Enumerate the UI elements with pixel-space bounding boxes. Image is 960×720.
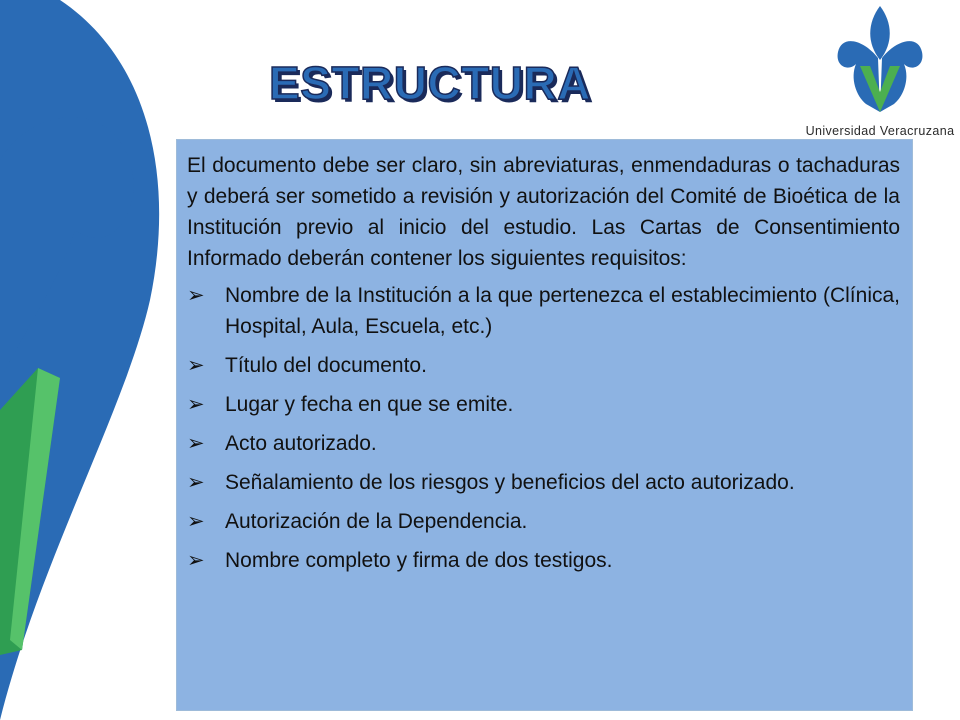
slide-title: ESTRUCTURA [269,57,591,109]
arrow-bullet-icon: ➢ [187,393,205,416]
list-item [187,280,900,342]
list-item-text: Acto autorizado. [225,432,377,455]
list-item-text: Nombre completo y firma de dos testigos. [225,549,613,572]
requirements-list [187,280,900,576]
list-item [187,545,900,576]
logo-wordmark: Universidad Veracruzana [805,124,955,138]
content-panel [176,139,913,711]
arrow-bullet-icon: ➢ [187,432,205,455]
arrow-bullet-icon: ➢ [187,354,205,377]
university-logo [800,0,960,145]
list-item [187,350,900,381]
arrow-bullet-icon: ➢ [187,284,205,307]
list-item [187,506,900,537]
list-item-text: Título del documento. [225,354,427,377]
arrow-bullet-icon: ➢ [187,549,205,572]
list-item-text: Lugar y fecha en que se emite. [225,393,514,416]
arrow-bullet-icon: ➢ [187,510,205,533]
intro-paragraph: El documento debe ser claro, sin abreviaturas, enmendaduras o tachaduras y deberá ser sometido a revisión y autorización del Comité de Bioética de la Institución previo al inicio del estudio. Las Cartas de Consentimiento Informado deberán contener los siguientes requisitos: [187,154,900,270]
list-item [187,467,900,498]
list-item-text: Señalamiento de los riesgos y beneficios del acto autorizado. [225,471,795,494]
list-item-text: Autorización de la Dependencia. [225,510,528,533]
list-item [187,428,900,459]
list-item [187,389,900,420]
fleur-de-lis-icon [832,0,928,120]
arrow-bullet-icon: ➢ [187,471,205,494]
list-item-text: Nombre de la Institución a la que pertenezca el establecimiento (Clínica, Hospital, Aula, Escuela, etc.) [225,284,900,338]
